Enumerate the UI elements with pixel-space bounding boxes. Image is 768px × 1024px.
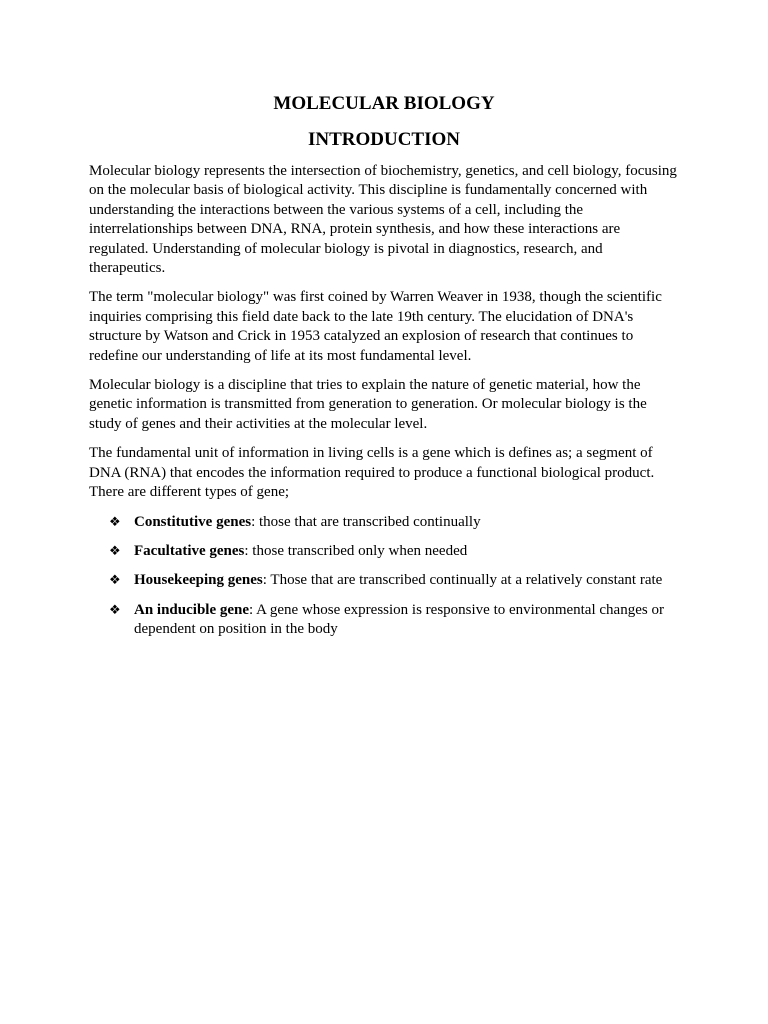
gene-description: : A gene whose expression is responsive to environmental changes or dependent on position in the body bbox=[134, 601, 664, 638]
gene-description: : those transcribed only when needed bbox=[244, 542, 468, 559]
paragraph-intro: Molecular biology represents the intersection of biochemistry, genetics, and cell biology, focusing on the molecular basis of biological activity. This discipline is fundamentally concerned with understanding the interactions between the various systems of a cell, including the interrelationships between DNA, RNA, protein synthesis, and how these interactions are regulated. Understanding of molecular biology is pivotal in diagnostics, research, and therapeutics. bbox=[89, 163, 677, 277]
paragraph-gene-unit: The fundamental unit of information in living cells is a gene which is defines as; a segment of DNA (RNA) that encodes the information required to produce a functional biological product. There are different types of gene; bbox=[89, 445, 655, 501]
section-heading-introduction: INTRODUCTION bbox=[307, 129, 461, 150]
paragraph-definition: Molecular biology is a discipline that tries to explain the nature of genetic material, how the genetic information is transmitted from generation to generation. Or molecular biology is the study of genes and their activities at the molecular level. bbox=[89, 377, 647, 432]
gene-description: : those that are transcribed continually bbox=[251, 513, 481, 530]
paragraph-history: The term "molecular biology" was first coined by Warren Weaver in 1938, though the scientific inquiries comprising this field date back to the late 19th century. The elucidation of DNA's structure by Watson and Crick in 1953 catalyzed an explosion of research that continues to redefine our understanding of life at its most fundamental level. bbox=[89, 289, 662, 364]
document-title: MOLECULAR BIOLOGY bbox=[273, 93, 495, 114]
list-item-housekeeping-genes bbox=[89, 571, 679, 590]
list-item-inducible-gene bbox=[89, 601, 679, 640]
gene-term: Constitutive genes bbox=[134, 513, 252, 530]
diamond-bullet-icon: ❖ bbox=[109, 573, 121, 589]
diamond-bullet-icon: ❖ bbox=[109, 602, 121, 618]
gene-term: Facultative genes bbox=[134, 542, 245, 559]
list-item-constitutive-genes bbox=[89, 513, 679, 532]
gene-term: Housekeeping genes bbox=[134, 572, 263, 589]
gene-types-list bbox=[89, 513, 679, 640]
gene-term: An inducible gene bbox=[134, 601, 250, 618]
list-item-facultative-genes bbox=[89, 542, 679, 561]
diamond-bullet-icon: ❖ bbox=[109, 514, 121, 530]
gene-description: : Those that are transcribed continually at a relatively constant rate bbox=[262, 572, 663, 589]
diamond-bullet-icon: ❖ bbox=[109, 543, 121, 559]
document-page bbox=[89, 91, 679, 650]
